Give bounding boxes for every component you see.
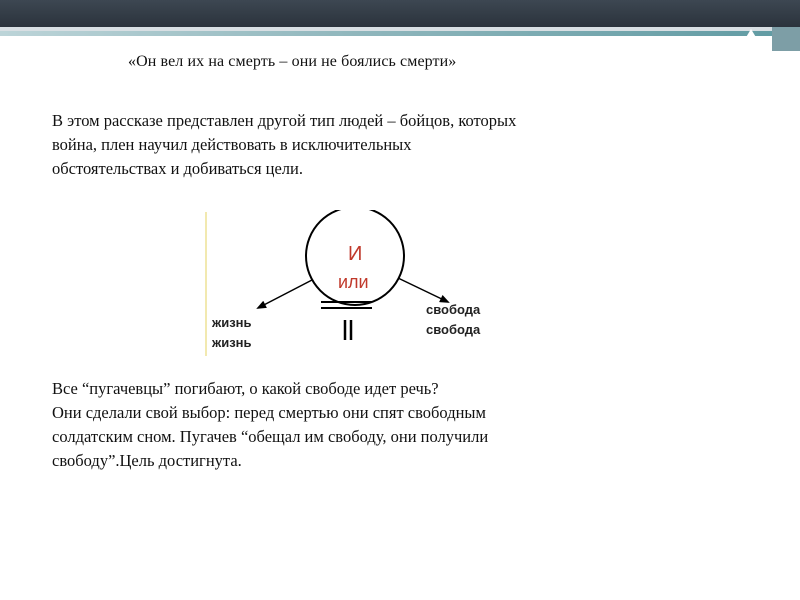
label-life-1: жизнь	[212, 315, 252, 330]
life-freedom-diagram	[200, 210, 510, 358]
banner-accent-stripe	[0, 31, 800, 36]
paragraph-line: Все “пугачевцы” погибают, о какой свободе идет речь?	[52, 379, 439, 398]
label-freedom-2: свобода	[426, 322, 481, 337]
arrow-to-life	[258, 280, 312, 308]
paragraph-line: Они сделали свой выбор: перед смертью они спят свободным	[52, 403, 486, 422]
label-freedom-1: свобода	[426, 302, 481, 317]
paragraph-line: свободу”.Цель достигнута.	[52, 451, 242, 470]
paragraph-line: В этом рассказе представлен другой тип людей – бойцов, которых	[52, 111, 517, 130]
top-banner	[0, 0, 800, 27]
paragraph-intro	[52, 109, 516, 181]
diagram-canvas	[200, 210, 510, 358]
arrow-to-freedom	[398, 278, 448, 302]
circle-text-and: И	[348, 243, 363, 265]
slide-title: «Он вел их на смерть – они не боялись смерти»	[128, 53, 457, 70]
banner-accent-block	[772, 27, 800, 51]
paragraph-line: обстоятельствах и добиваться цели.	[52, 159, 303, 178]
paragraph-conclusion	[52, 377, 488, 473]
paragraph-line: война, плен научил действовать в исключительных	[52, 135, 412, 154]
label-life-2: жизнь	[212, 335, 252, 350]
circle-text-or: или	[338, 272, 369, 292]
paragraph-line: солдатским сном. Пугачев “обещал им свободу, они получили	[52, 427, 489, 446]
banner-triangle-icon	[745, 29, 757, 39]
